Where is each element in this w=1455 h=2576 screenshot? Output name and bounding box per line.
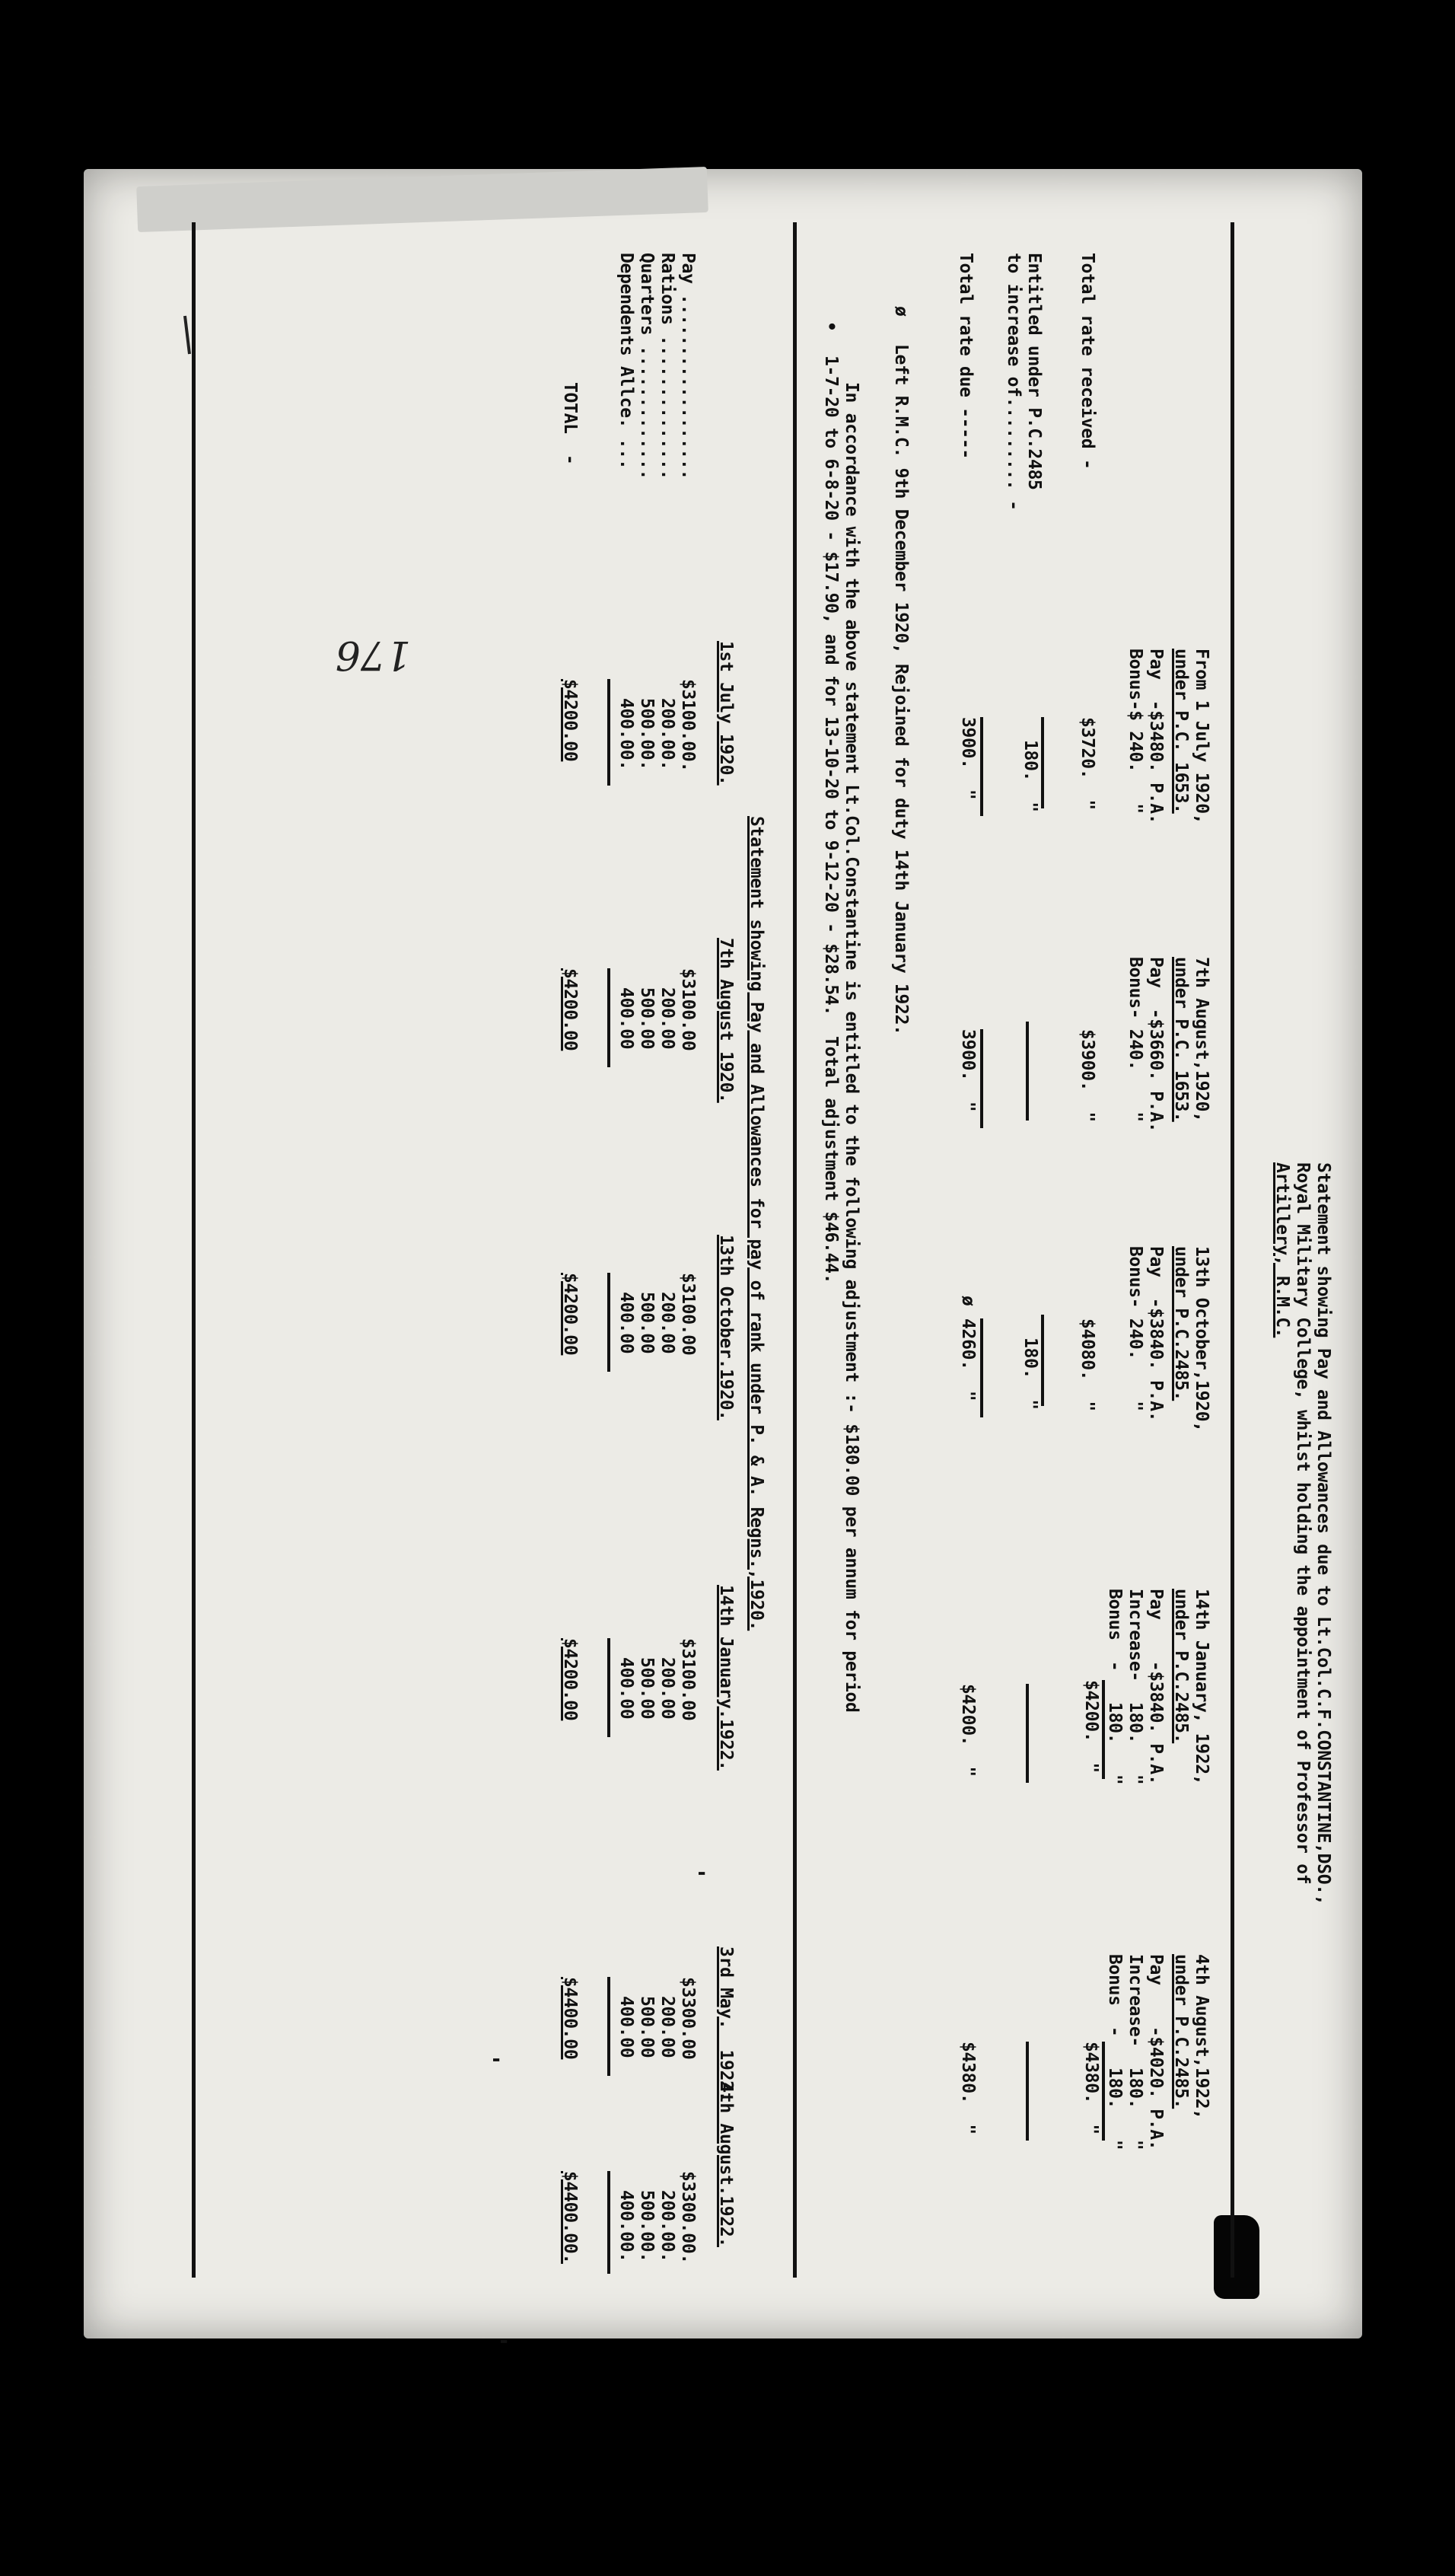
col5-pay: Pay -$4020. P.A.	[1146, 1954, 1166, 2150]
col4-subtotal-rule	[1102, 1680, 1105, 1779]
t2-col1-total: $4200.00	[560, 679, 580, 762]
t2-col3-pay: $3100.00	[678, 1273, 698, 1356]
top-rule	[1231, 222, 1234, 2278]
col5-bonus: Bonus - 180. "	[1105, 1954, 1125, 2150]
t2-label-pay: Pay ..................	[678, 253, 698, 480]
footnote-text: Left R.M.C. 9th December 1920, Rejoined for duty 14th January 1922.	[891, 344, 911, 1035]
col4-date: 14th January, 1922,	[1192, 1589, 1211, 1785]
middle-rule	[793, 222, 797, 2278]
col3-bonus: Bonus- 240. "	[1125, 1246, 1145, 1411]
col1-entitled-rule	[1041, 717, 1044, 808]
t2-col1-dependents: 400.00.	[616, 698, 636, 770]
t2-col2-rations: 200.00	[657, 987, 677, 1050]
col5-authority: under P.C.2485.	[1171, 1954, 1191, 2109]
t2-col5-rations: 200.00	[657, 1996, 677, 2058]
stray-tick-1: '	[682, 1867, 708, 1880]
col5-total-due: $4380. "	[958, 2042, 978, 2134]
col1-pay: Pay -$3480. P.A.	[1146, 649, 1166, 824]
t2-col4-pay: $3100.00	[678, 1638, 698, 1721]
col3-entitled: 180. "	[1020, 1337, 1040, 1410]
col4-authority: under P.C.2485.	[1171, 1589, 1191, 1744]
col3-leave-mark: ø	[958, 1296, 978, 1306]
t2-total-label: TOTAL -	[560, 382, 580, 465]
t2-col3-total: $4200.00	[560, 1273, 580, 1356]
col2-authority: under P.C. 1653.	[1171, 957, 1191, 1122]
t2-col1-rations: 200.00.	[657, 698, 677, 770]
t2-col5-pay: $3300.00	[678, 1977, 698, 2060]
t2-col5-date: 3rd May. 1922.	[716, 1946, 736, 2102]
col3-received: $4080. "	[1078, 1318, 1097, 1411]
t2-col3-rule	[607, 1273, 610, 1372]
label-entitled-2: to increase of......... -	[1004, 253, 1024, 511]
t2-col6-total: $4400.00.	[560, 2171, 580, 2264]
t2-label-quarters: Quarters .............	[637, 253, 657, 480]
label-entitled-1: Entitled under P.C.2485	[1024, 253, 1044, 490]
label-total-due: Total rate due -----	[956, 253, 976, 459]
t2-col4-total: $4200.00	[560, 1638, 580, 1721]
t2-col3-date: 13th October.1920.	[716, 1235, 736, 1420]
t2-col1-quarters: 500.00.	[637, 698, 657, 770]
col2-total-due: 3900. "	[958, 1029, 978, 1112]
t2-col6-date: 4th August.1922.	[716, 2082, 736, 2247]
col3-authority: under P.C.2485.	[1171, 1246, 1191, 1401]
t2-col4-quarters: 500.00	[637, 1657, 657, 1720]
t2-col6-dependents: 400.00.	[616, 2190, 636, 2262]
adjustment-bullet: •	[821, 321, 841, 332]
rotated-page-content	[112, 192, 1367, 2348]
t2-col4-date: 14th January.1922.	[716, 1585, 736, 1771]
t2-col5-rule	[607, 1977, 610, 2076]
t2-col6-pay: $3300.00.	[678, 2171, 698, 2264]
t2-col3-dependents: 400.00	[616, 1292, 636, 1354]
t2-col1-pay: $3100.00.	[678, 679, 698, 772]
t2-label-dependents: Dependents Allce. ...	[616, 253, 636, 470]
footnote-mark: ø	[891, 306, 911, 317]
t2-col2-quarters: 500.00	[637, 987, 657, 1050]
col5-entitled-dash	[1026, 2042, 1029, 2141]
t2-col5-total: $4400.00	[560, 1977, 580, 2060]
col1-date: From 1 July 1920,	[1192, 649, 1211, 824]
col5-increase: Increase- 180. "	[1125, 1954, 1145, 2150]
col2-entitled-dash	[1026, 1022, 1029, 1121]
col4-bonus: Bonus - 180. "	[1105, 1589, 1125, 1785]
label-total-received: Total rate received -	[1078, 253, 1097, 470]
table2-title: Statement showing Pay and Allowances for pay of rank under P. & A. Regns.,1920.	[747, 816, 766, 1631]
col3-entitled-rule	[1041, 1315, 1044, 1406]
heading-line-1: Statement showing Pay and Allowances due to Lt.Col.C.F.CONSTANTINE,DSO.,	[1313, 1162, 1333, 1905]
t2-col3-rations: 200.00	[657, 1292, 677, 1354]
t2-label-rations: Rations ..............	[657, 253, 677, 480]
t2-col6-quarters: 500.00.	[637, 2190, 657, 2262]
t2-col2-total: $4200.00	[560, 968, 580, 1051]
t2-col4-dependents: 400.00	[616, 1657, 636, 1720]
col2-total-rule	[980, 1029, 983, 1128]
col4-total-due: $4200. "	[958, 1684, 978, 1777]
t2-col6-rule	[607, 2171, 610, 2274]
t2-col4-rations: 200.00	[657, 1657, 677, 1720]
col4-entitled-dash	[1026, 1684, 1029, 1783]
adjustment-line-1: In accordance with the above statement Lt.Col.Constantine is entitled to the following adjustment :- $180.00 per annum for period	[842, 382, 861, 1713]
t2-col5-dependents: 400.00	[616, 1996, 636, 2058]
t2-col2-rule	[607, 968, 610, 1067]
col1-total-rule	[980, 717, 983, 816]
col2-pay: Pay -$3660. P.A.	[1146, 957, 1166, 1133]
col5-subtotal: $4380. "	[1081, 2042, 1101, 2134]
col5-subtotal-rule	[1102, 2042, 1105, 2141]
t2-col1-rule	[607, 679, 610, 786]
bottom-rule	[192, 222, 196, 2278]
stray-tick-3: '	[484, 2335, 511, 2348]
handwritten-folio-number	[320, 632, 411, 677]
col3-total-rule	[980, 1318, 983, 1417]
col1-received: $3720. "	[1078, 717, 1097, 810]
t2-col3-quarters: 500.00	[637, 1292, 657, 1354]
handwritten-number-text: 176	[335, 632, 411, 677]
stray-tick-2: '	[476, 2053, 503, 2067]
col3-total-due: 4260. "	[958, 1318, 978, 1401]
col4-pay: Pay -$3840. P.A.	[1146, 1589, 1166, 1785]
col2-received: $3900. "	[1078, 1029, 1097, 1122]
col1-bonus: Bonus-$ 240. "	[1125, 649, 1145, 814]
t2-col2-pay: $3100.00	[678, 968, 698, 1051]
t2-col6-rations: 200.00.	[657, 2190, 677, 2262]
heading-line-3: Artillery, R.M.C.	[1272, 1162, 1292, 1338]
col1-authority: under P.C. 1653.	[1171, 649, 1191, 814]
col4-increase: Increase- 180. "	[1125, 1589, 1145, 1785]
pencil-tick-mark	[179, 312, 202, 358]
col5-date: 4th August,1922,	[1192, 1954, 1211, 2119]
col3-date: 13th October,1920,	[1192, 1246, 1211, 1432]
col2-date: 7th August,1920,	[1192, 957, 1211, 1122]
col1-entitled: 180. "	[1020, 740, 1040, 812]
col1-total-due: 3900. "	[958, 717, 978, 800]
col4-subtotal: $4200. "	[1081, 1680, 1101, 1773]
col2-bonus: Bonus- 240. "	[1125, 957, 1145, 1122]
t2-col2-date: 7th August 1920.	[716, 938, 736, 1103]
t2-col5-quarters: 500.00	[637, 1996, 657, 2058]
t2-col1-date: 1st July 1920.	[716, 641, 736, 786]
heading-line-2: Royal Military College, whilst holding the appointment of Professor of	[1293, 1162, 1313, 1885]
t2-col4-rule	[607, 1638, 610, 1737]
t2-col2-dependents: 400.00	[616, 987, 636, 1050]
adjustment-line-2: 1-7-20 to 6-8-20 - $17.90, and for 13-10-20 to 9-12-20 - $28.54. Total adjustment $46.44.	[821, 355, 841, 1284]
col3-pay: Pay -$3840. P.A.	[1146, 1246, 1166, 1422]
